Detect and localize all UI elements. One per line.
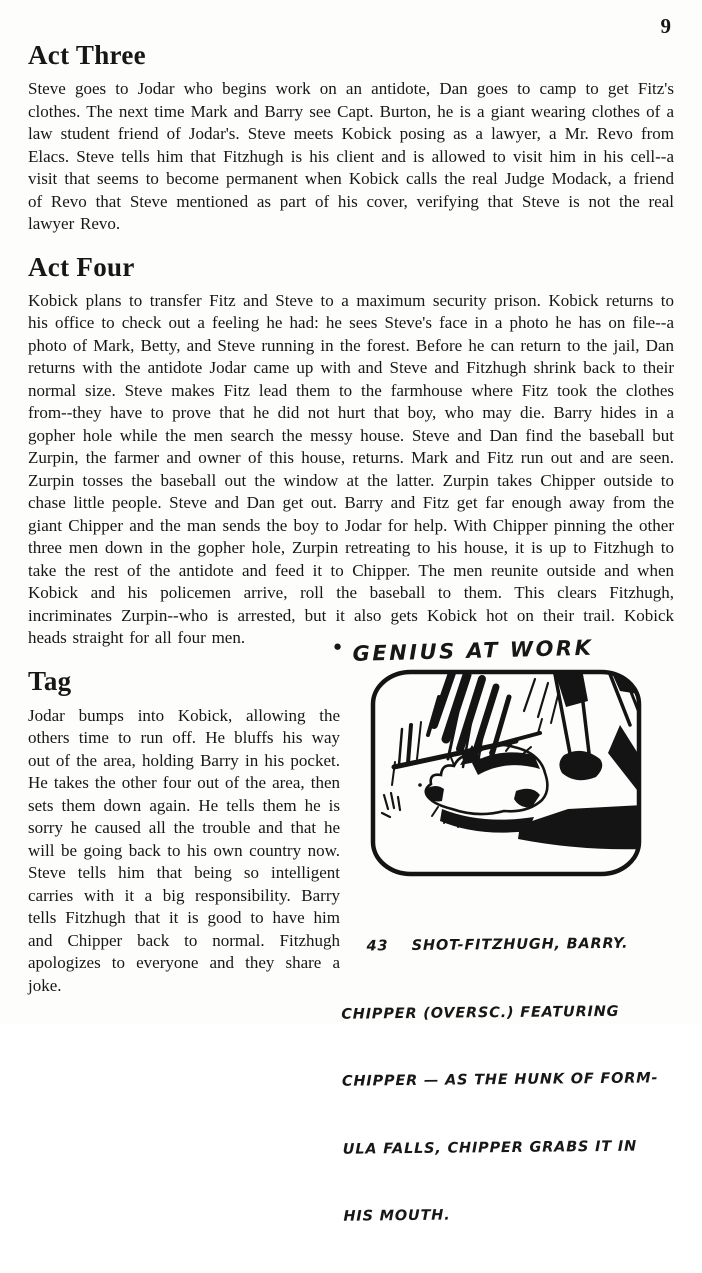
figure-caption-row [332,633,675,666]
tag-body: Jodar bumps into Kobick, allowing the others time to run off. He bluffs his way out of the area, holding Barry in his pocket. He takes the other four out of the area, then sets them down again. He tells them he is sorry he caused all the trouble and that he will be going back to his own country now. Steve tells him that being so intelligent carries with it a big responsibility. Barry tells Fitzhugh that it is good to have him and Chipper back to normal. Fitzhugh apologizes to everyone and they share a joke. [28,705,340,995]
note-line: ULA FALLS, CHIPPER GRABS IT IN [342,1137,638,1157]
handwritten-note [340,887,676,1273]
bullet-dot: • [331,636,344,658]
note-line: CHIPPER — AS THE HUNK OF FORM- [341,1069,659,1090]
section-act-three [28,40,674,236]
note-line: 43 SHOT-FITZHUGH, BARRY. [366,935,629,954]
note-line: CHIPPER (OVERSC.) FEATURING [341,1002,620,1022]
act-four-body: Kobick plans to transfer Fitz and Steve to a maximum security prison. Kobick returns to his office to check out a feeling he had: he sees Steve's face in a photo he has on file--a photo of Mark, Betty, and Steve running in the forest. Before he can return to the jail, Dan returns with the antidote Jodar came up with and Steve and Fitzhugh shrink back to their normal size. Steve makes Fitz lead them to the farmhouse where Fitz took the clothes from--they have to prove that he did not hurt that boy, who may die. Barry hides in a gopher hole while the men search the messy house. Steve and Dan find the baseball but Zurpin, the farmer and owner of this house, returns. Mark and Fitz run out and are seen. Zurpin tosses the baseball out the window at the latter. Zurpin takes Chipper outside to chase little people. Steve and Dan get out. Barry and Fitz get far enough away from the giant Chipper and the man sends the boy to Jodar for help. With Chipper pinning the other three men down in the gopher hole, Zurpin retreating to his house, it is up to Fitzhugh to take the rest of the antidote and feed it to Chipper. The men reunite outside and when Kobick and his policemen arrive, roll the baseball to them. This clears Fitzhugh, incriminates Zurpin--who is arrested, but it also gets Kobick hot on their trail. Kobick heads straight for all four men. [28,290,674,647]
storyboard-illustration [368,667,644,879]
figure-caption: GENIUS AT WORK [352,635,594,666]
section-tag [28,654,340,1272]
act-three-body: Steve goes to Jodar who begins work on an antidote, Dan goes to camp to get Fitz's clothes. The next time Mark and Barry see Capt. Burton, he is a giant wearing clothes of a law student friend of Jodar's. Steve meets Kobick posing as a lawyer, a Mr. Revo from Elacs. Steve tells him that Fitzhugh is his client and is allowed to visit him in his cell--a visit that seems to become permanent when Kobick calls the real Judge Modack, a friend of Revo that Steve mentioned as part of his cover, verifying that Steve is not the real lawyer Revo. [28,79,674,233]
ground-marks [382,783,422,817]
section-act-four [28,252,674,650]
storyboard-frame [368,667,674,879]
note-line: HIS MOUTH. [343,1207,451,1225]
page-number: 9 [660,14,671,38]
act-three-heading: Act Three [28,40,146,70]
tag-heading: Tag [28,665,72,696]
figure-column [331,635,674,1272]
act-four-heading: Act Four [28,251,135,282]
bottom-two-column-area [28,635,674,1272]
